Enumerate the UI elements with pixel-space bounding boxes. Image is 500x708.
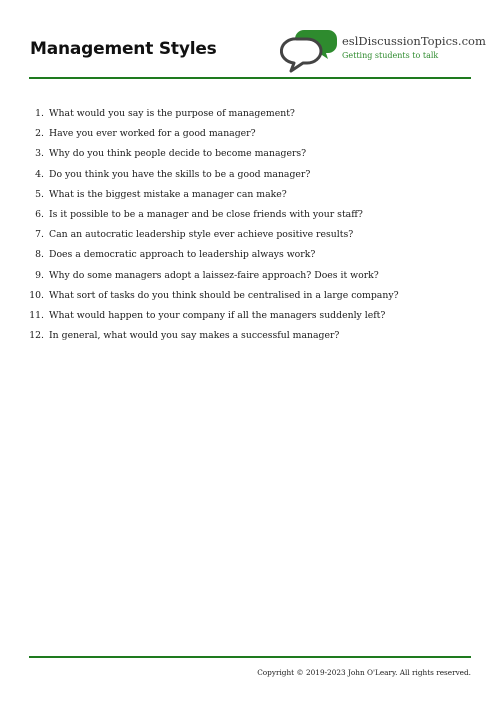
question-number: 4. <box>35 168 44 180</box>
question-text: What would you say is the purpose of management? <box>49 108 295 119</box>
question-text: What sort of tasks do you think should be centralised in a large company? <box>49 289 399 301</box>
question-item <box>29 308 471 328</box>
question-list <box>29 106 471 348</box>
page-header <box>29 0 486 80</box>
question-number: 3. <box>35 148 44 160</box>
question-number: 9. <box>35 269 44 281</box>
question-number: 11. <box>29 309 44 321</box>
question-text: What would happen to your company if all the managers suddenly left? <box>49 309 386 321</box>
speech-bubbles-icon <box>280 27 340 73</box>
question-item <box>29 106 471 126</box>
question-number: 5. <box>35 188 44 200</box>
question-number: 10. <box>29 289 44 301</box>
question-item <box>29 126 471 146</box>
copyright-notice: Copyright © 2019-2023 John O'Leary. All rights reserved. <box>257 668 471 677</box>
question-number: 6. <box>35 208 44 220</box>
question-number: 12. <box>29 330 44 342</box>
question-number: 8. <box>35 249 44 261</box>
question-number: 2. <box>35 128 44 140</box>
brand-name: eslDiscussionTopics.com <box>342 34 486 48</box>
question-text: Can an autocratic leadership style ever achieve positive results? <box>49 229 354 241</box>
site-logo[interactable] <box>280 27 486 73</box>
question-text: Why do you think people decide to become managers? <box>49 148 307 160</box>
question-item <box>29 167 471 187</box>
brand-tagline: Getting students to talk <box>342 51 439 60</box>
question-text: Why do some managers adopt a laissez-faire approach? Does it work? <box>49 269 379 281</box>
question-item <box>29 288 471 308</box>
header-divider <box>29 77 471 79</box>
page-title: Management Styles <box>30 39 217 59</box>
question-text: Do you think you have the skills to be a good manager? <box>49 168 311 180</box>
question-text: Does a democratic approach to leadership always work? <box>49 249 316 261</box>
question-item <box>29 247 471 267</box>
question-item <box>29 187 471 207</box>
question-item <box>29 146 471 166</box>
question-item <box>29 328 471 348</box>
question-number: 1. <box>35 108 44 119</box>
question-text: Is it possible to be a manager and be close friends with your staff? <box>49 208 363 220</box>
question-number: 7. <box>35 229 44 241</box>
question-item <box>29 207 471 227</box>
question-text: In general, what would you say makes a successful manager? <box>49 330 340 342</box>
question-item <box>29 227 471 247</box>
question-item <box>29 268 471 288</box>
footer-divider <box>29 656 471 658</box>
question-text: Have you ever worked for a good manager? <box>49 128 256 140</box>
question-text: What is the biggest mistake a manager can make? <box>49 188 287 200</box>
